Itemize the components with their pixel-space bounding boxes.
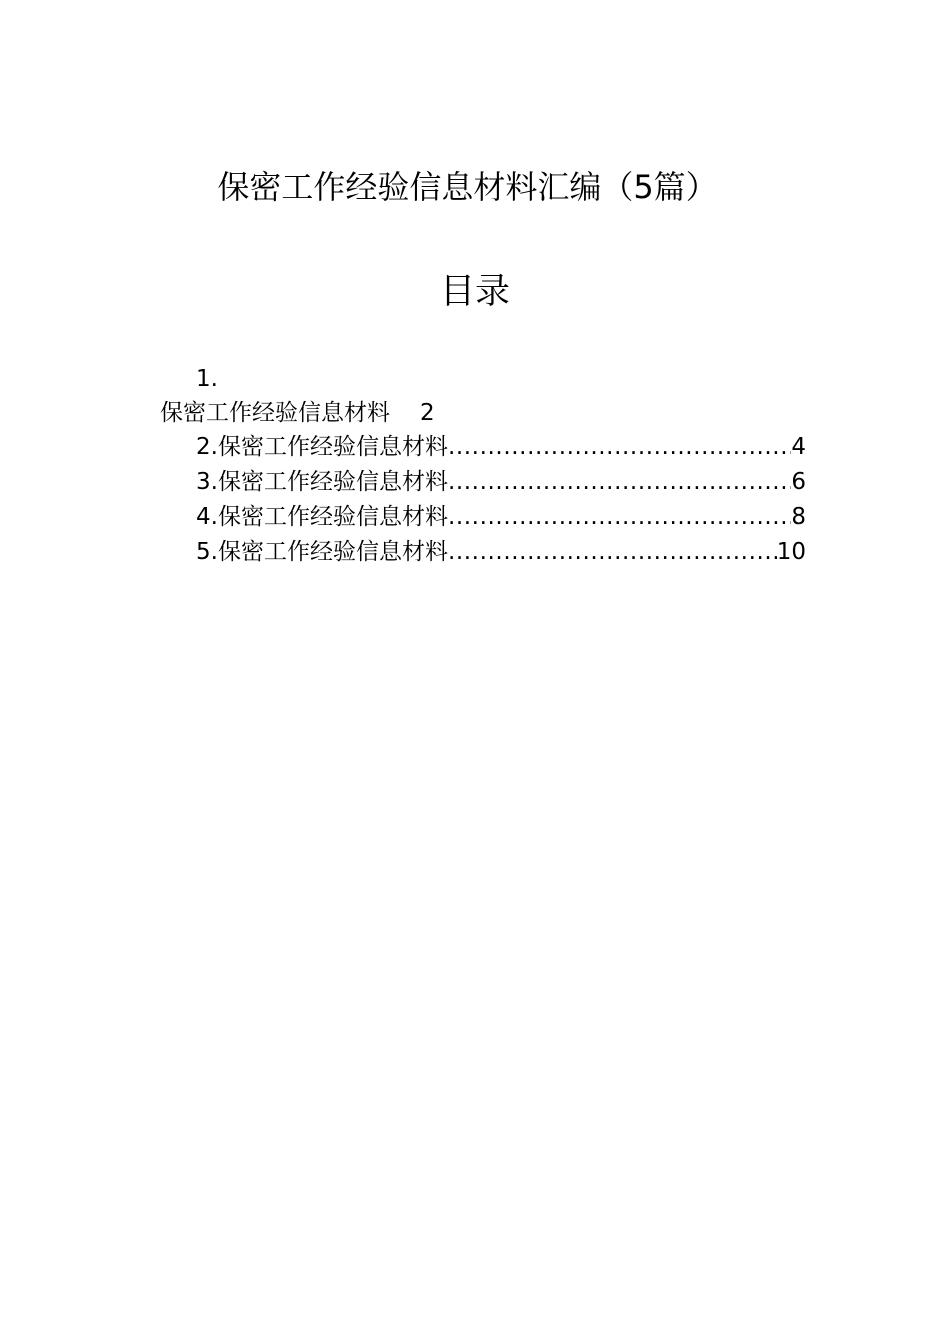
toc-entry-1[interactable] <box>160 396 435 430</box>
toc-entry-label: 4.保密工作经验信息材料 <box>196 504 448 530</box>
dot-leader <box>448 500 791 534</box>
toc-entry-4[interactable] <box>196 500 806 534</box>
toc-entry-label: 2.保密工作经验信息材料 <box>196 434 448 460</box>
toc-entry-label: 3.保密工作经验信息材料 <box>196 469 448 495</box>
toc-entry-page: 2 <box>420 400 435 426</box>
toc-entry-label: 5.保密工作经验信息材料 <box>196 539 448 565</box>
dot-leader <box>448 430 791 464</box>
toc-entry-label: 保密工作经验信息材料 <box>160 400 390 426</box>
toc-entry-3[interactable] <box>196 465 806 499</box>
toc-entry-1-number[interactable]: 1. <box>196 366 218 392</box>
toc-heading: 目录 <box>439 272 510 312</box>
toc-entry-5[interactable] <box>196 535 806 569</box>
toc-entry-page: 10 <box>776 539 806 565</box>
dot-leader <box>448 535 777 569</box>
toc-entry-page: 6 <box>791 469 806 495</box>
toc-entry-2[interactable] <box>196 430 806 464</box>
toc-entry-page: 4 <box>791 434 806 460</box>
document-title: 保密工作经验信息材料汇编（5篇） <box>217 168 718 206</box>
dot-leader <box>448 465 791 499</box>
toc-entry-page: 8 <box>791 504 806 530</box>
